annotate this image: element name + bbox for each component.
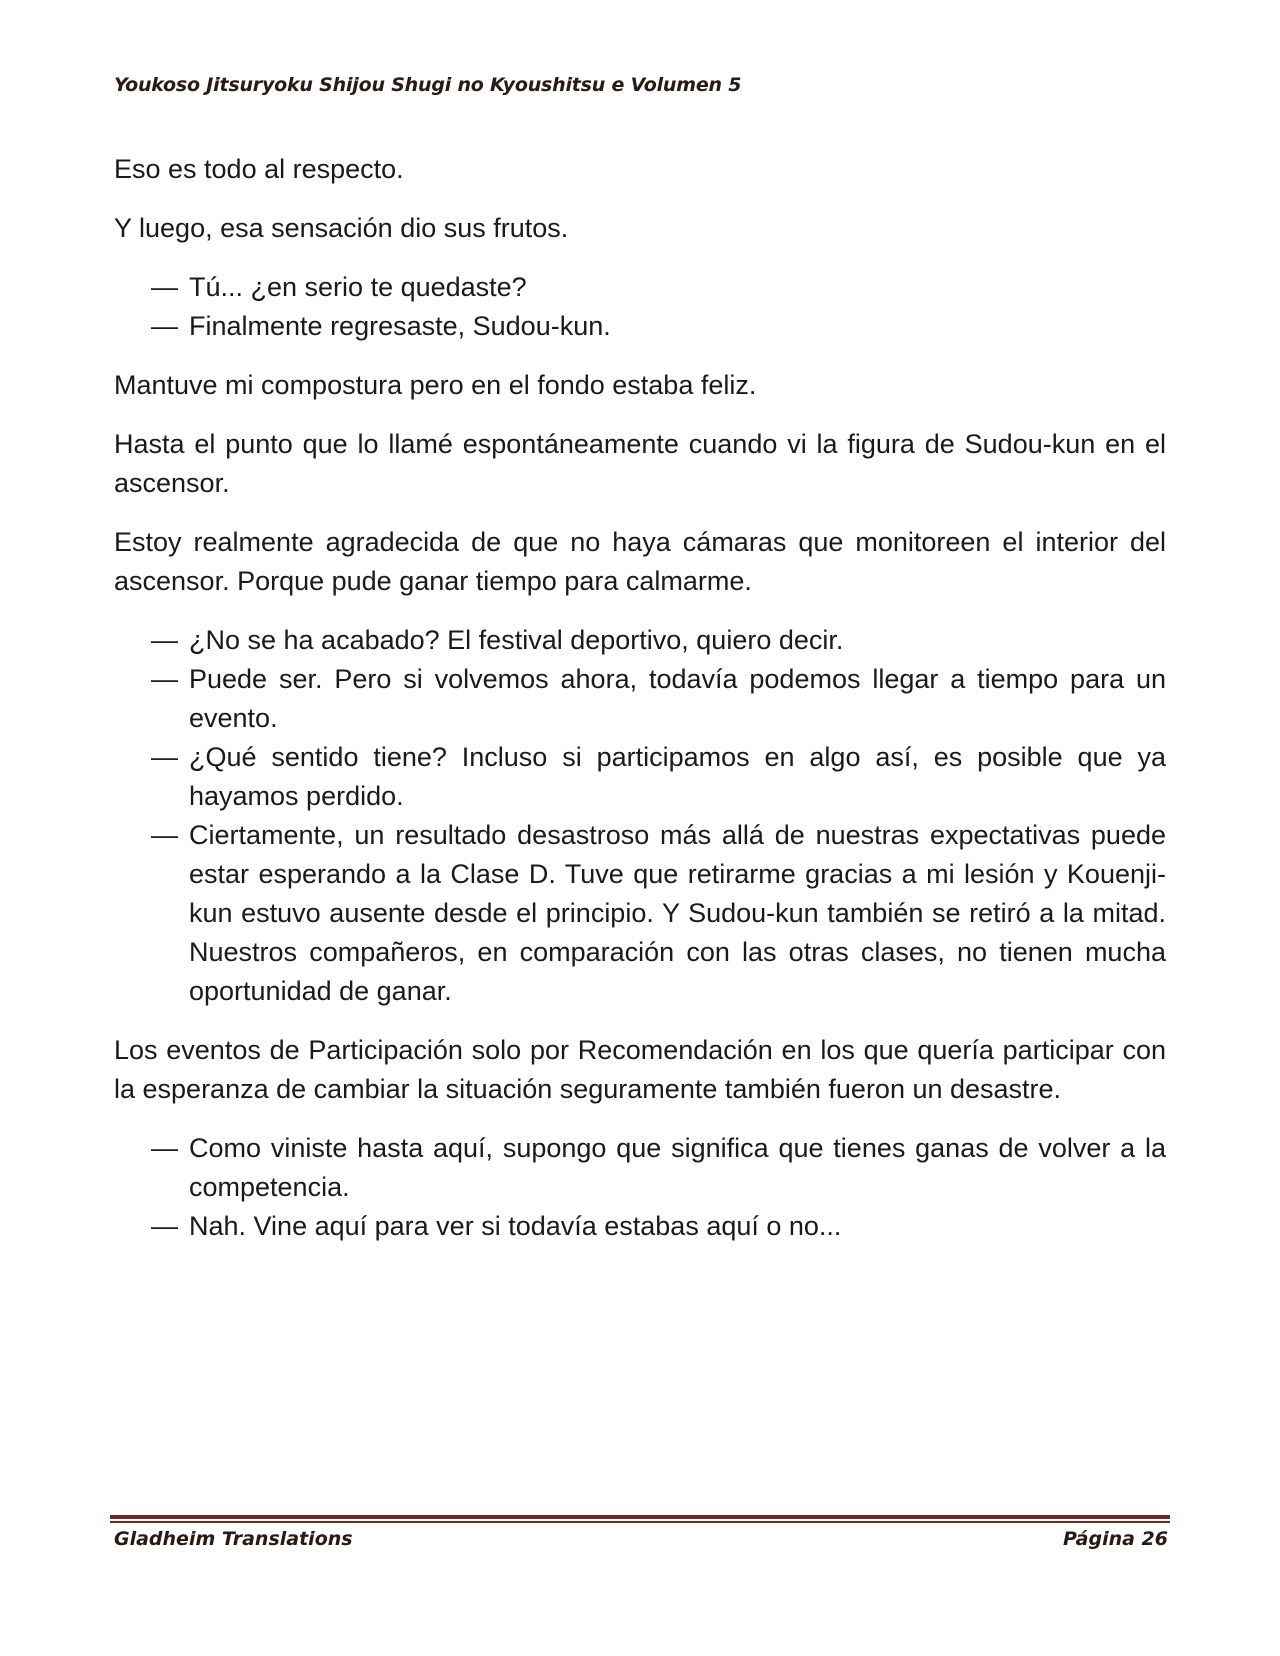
- dialogue-dash: —: [151, 742, 178, 772]
- dialogue-group: [114, 1129, 1166, 1246]
- paragraph: Eso es todo al respecto.: [114, 154, 404, 184]
- dialogue-group: [114, 621, 1166, 1011]
- dialogue-dash: —: [151, 820, 178, 850]
- dialogue-dash: —: [151, 625, 178, 655]
- dialogue-group: [114, 268, 1166, 346]
- dialogue-text: Ciertamente, un resultado desastroso más allá de nuestras expectativas puede estar esperando a la Clase D. Tuve que retirarme gracias a mi lesión y Kouenji-kun estuvo ausente desde el principio. Y Sudou-kun también se retiró a la mitad. Nuestros compañeros, en comparación con las otras clases, no tienen mucha oportunidad de ganar.: [189, 820, 1166, 1006]
- dialogue-text: Nah. Vine aquí para ver si todavía estabas aquí o no...: [189, 1211, 842, 1241]
- dialogue-dash: —: [151, 1211, 178, 1241]
- footer-divider-thick: [110, 1515, 1170, 1519]
- dialogue-line: [114, 816, 1166, 1011]
- footer-translator: Gladheim Translations: [114, 1528, 353, 1550]
- dialogue-line: [114, 307, 1166, 346]
- paragraph: Hasta el punto que lo llamé espontáneamente cuando vi la figura de Sudou-kun en el ascensor.: [114, 429, 1166, 498]
- page-number: Página 26: [1062, 1528, 1168, 1550]
- paragraph: Y luego, esa sensación dio sus frutos.: [114, 213, 569, 243]
- dialogue-text: Tú... ¿en serio te quedaste?: [189, 272, 527, 302]
- dialogue-text: Finalmente regresaste, Sudou-kun.: [189, 311, 611, 341]
- paragraph: Mantuve mi compostura pero en el fondo estaba feliz.: [114, 370, 757, 400]
- dialogue-line: [114, 1207, 1166, 1246]
- dialogue-line: [114, 660, 1166, 738]
- page-header-title: Youkoso Jitsuryoku Shijou Shugi no Kyoushitsu e Volumen 5: [114, 74, 742, 96]
- dialogue-line: [114, 621, 1166, 660]
- dialogue-text: ¿No se ha acabado? El festival deportivo, quiero decir.: [189, 625, 844, 655]
- dialogue-text: Como viniste hasta aquí, supongo que significa que tienes ganas de volver a la competencia.: [189, 1133, 1166, 1202]
- dialogue-line: [114, 268, 1166, 307]
- paragraph: Estoy realmente agradecida de que no haya cámaras que monitoreen el interior del ascensor. Porque pude ganar tiempo para calmarme.: [114, 527, 1166, 596]
- dialogue-dash: —: [151, 311, 178, 341]
- dialogue-dash: —: [151, 1133, 178, 1163]
- footer-divider: [110, 1515, 1170, 1523]
- dialogue-line: [114, 1129, 1166, 1207]
- dialogue-dash: —: [151, 272, 178, 302]
- dialogue-text: ¿Qué sentido tiene? Incluso si participamos en algo así, es posible que ya hayamos perdido.: [189, 742, 1166, 811]
- dialogue-dash: —: [151, 664, 178, 694]
- dialogue-line: [114, 738, 1166, 816]
- paragraph: Los eventos de Participación solo por Recomendación en los que quería participar con la esperanza de cambiar la situación seguramente también fueron un desastre.: [114, 1035, 1166, 1104]
- footer-divider-thin: [110, 1521, 1170, 1523]
- dialogue-text: Puede ser. Pero si volvemos ahora, todavía podemos llegar a tiempo para un evento.: [189, 664, 1166, 733]
- page-body: [114, 150, 1166, 1266]
